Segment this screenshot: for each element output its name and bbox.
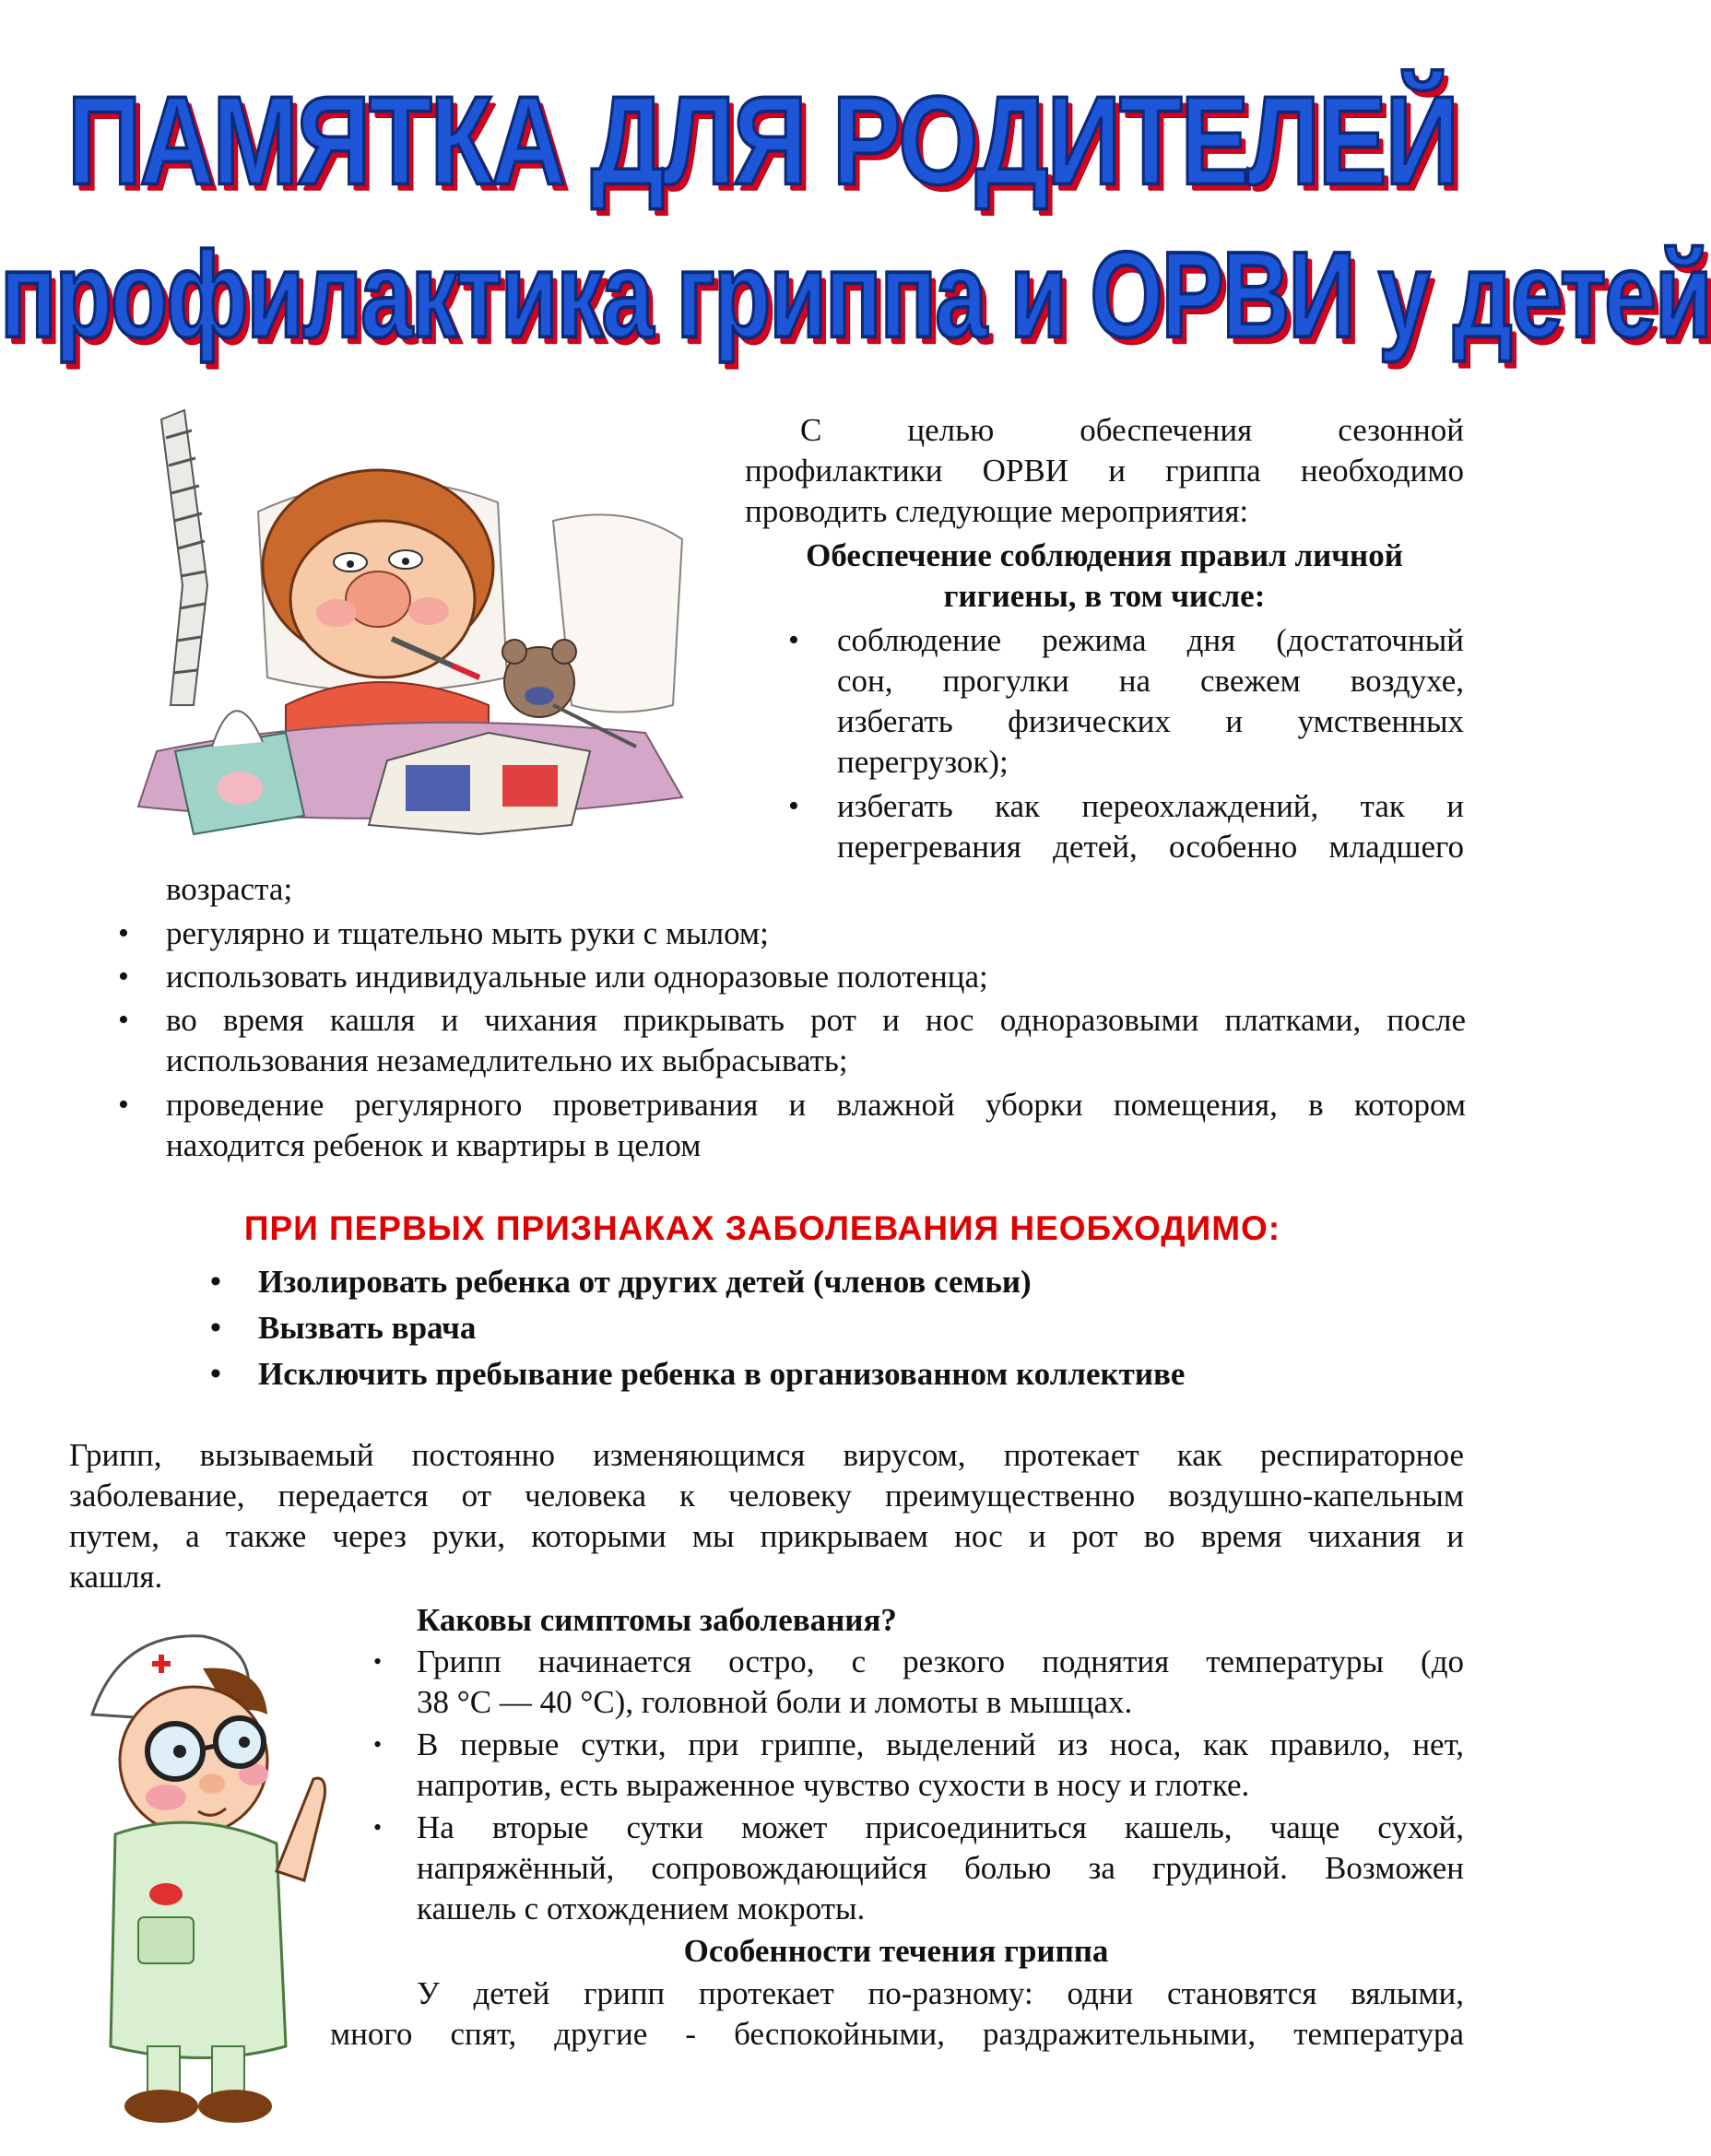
- symptom-1-line-1: Грипп начинается остро, с резкого поднятия температуры (до: [417, 1644, 1464, 1679]
- sick-child-illustration: [74, 401, 738, 834]
- symptom-3-line-2: напряжённый, сопровождающийся болью за грудиной. Возможен: [417, 1850, 1464, 1886]
- hygiene-1-line-2: сон, прогулки на свежем воздухе,: [837, 663, 1464, 699]
- symptom-2-line-1: В первые сутки, при гриппе, выделений из носа, как правило, нет,: [417, 1726, 1464, 1762]
- page-title: ПАМЯТКА ДЛЯ РОДИТЕЛЕЙ: [66, 70, 1457, 211]
- first-sign-1: Изолировать ребенка от других детей (членов семьи): [258, 1264, 1032, 1300]
- intro-line-2: профилактики ОРВИ и гриппа необходимо: [745, 453, 1464, 489]
- first-sign-3: Исключить пребывание ребенка в организованном коллективе: [258, 1356, 1186, 1392]
- doctor-illustration: [65, 1613, 341, 2129]
- hygiene-heading-2: гигиены, в том числе:: [943, 578, 1266, 614]
- hygiene-1-line-1: соблюдение режима дня (достаточный: [837, 622, 1464, 658]
- flu-paragraph-line-2: заболевание, передается от человека к человеку преимущественно воздушно-капельным: [69, 1478, 1464, 1514]
- course-line-2: много спят, другие - беспокойными, раздражительными, температура: [330, 2016, 1464, 2052]
- hygiene-6-line-1: проведение регулярного проветривания и влажной уборки помещения, в котором: [166, 1087, 1466, 1123]
- hygiene-6-line-2: находится ребенок и квартиры в целом: [166, 1127, 702, 1163]
- course-heading: Особенности течения гриппа: [683, 1933, 1109, 1969]
- symptoms-heading: Каковы симптомы заболевания?: [417, 1602, 897, 1638]
- hygiene-4: использовать индивидуальные или одноразовые полотенца;: [166, 959, 988, 995]
- hygiene-1-line-4: перегрузок);: [837, 744, 1009, 780]
- intro-line-3: проводить следующие мероприятия:: [745, 493, 1249, 529]
- hygiene-5-line-2: использования незамедлительно их выбрасывать;: [166, 1043, 848, 1078]
- hygiene-3: регулярно и тщательно мыть руки с мылом;: [166, 915, 769, 951]
- symptom-1-line-2: 38 °С — 40 °С), головной боли и ломоты в мышцах.: [417, 1684, 1133, 1720]
- intro-line-1: С целью обеспечения сезонной: [800, 412, 1464, 448]
- symptom-2-line-2: напротив, есть выраженное чувство сухости в носу и глотке.: [417, 1767, 1250, 1803]
- hygiene-2-line-3: возраста;: [166, 871, 293, 907]
- hygiene-2-line-1: избегать как переохлаждений, так и: [837, 788, 1464, 824]
- hygiene-2-line-2: перегревания детей, особенно младшего: [837, 829, 1464, 865]
- flu-paragraph-line-1: Грипп, вызываемый постоянно изменяющимся вирусом, протекает как респираторное: [69, 1437, 1464, 1473]
- hygiene-heading-1: Обеспечение соблюдения правил личной: [806, 537, 1403, 573]
- flu-paragraph-line-3: путем, а также через руки, которыми мы прикрываем нос и рот во время чихания и: [69, 1518, 1464, 1554]
- hygiene-1-line-3: избегать физических и умственных: [837, 703, 1464, 739]
- symptom-3-line-1: На вторые сутки может присоединиться кашель, чаще сухой,: [417, 1809, 1464, 1845]
- first-signs-heading: ПРИ ПЕРВЫХ ПРИЗНАКАХ ЗАБОЛЕВАНИЯ НЕОБХОДИМО:: [243, 1209, 1281, 1247]
- hygiene-5-line-1: во время кашля и чихания прикрывать рот и нос одноразовыми платками, после: [166, 1002, 1466, 1038]
- course-line-1: У детей грипп протекает по-разному: одни становятся вялыми,: [417, 1975, 1464, 2011]
- symptom-3-line-3: кашель с отхождением мокроты.: [417, 1891, 866, 1926]
- flu-paragraph-line-4: кашля.: [69, 1559, 163, 1595]
- page-subtitle: профилактика гриппа и ОРВИ у детей: [0, 226, 1711, 363]
- first-sign-2: Вызвать врача: [258, 1310, 477, 1346]
